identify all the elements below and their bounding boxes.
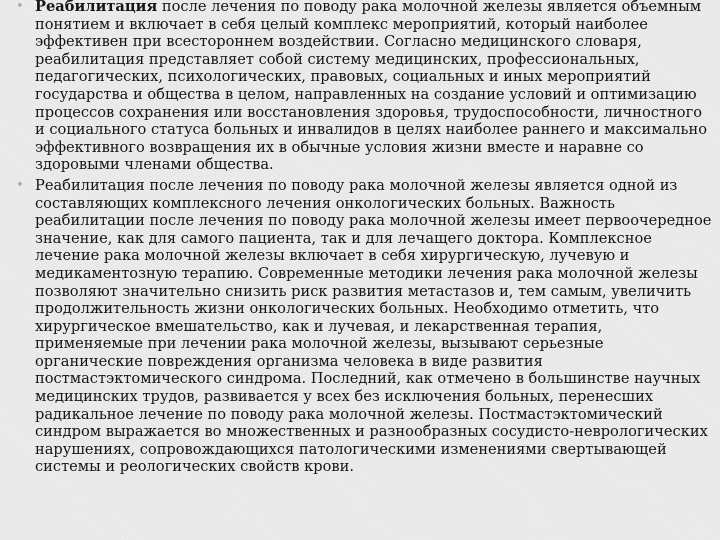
bullet-list (14, 0, 714, 479)
bullet-icon: • (16, 177, 24, 193)
bullet-item-rehabilitation-definition (14, 0, 714, 174)
bullet-item-rehabilitation-importance (14, 177, 714, 476)
paragraph-text: после лечения по поводу рака молочной железы является объемным понятием и включает в себя целый комплекс мероприятий, который наиболее эффективен при всестороннем воздействии. Согласно медицинского словаря, реабилитация представляет собой систему медицинских, профессиональных, педагогических, психологических, правовых, социальных и иных мероприятий государства и общества в целом, направленных на создание условий и оптимизацию процессов сохранения или восстановления здоровья, трудоспособности, личностного и социального статуса больных и инвалидов в целях наиболее раннего и максимально эффективного возвращения их в обычные условия жизни вместе и наравне со здоровыми членами общества. (35, 0, 707, 174)
bold-term: Реабилитация (35, 0, 158, 15)
paragraph-text: Реабилитация после лечения по поводу рака молочной железы является одной из составляющих комплексного лечения онкологических больных. Важность реабилитации после лечения по поводу рака молочной железы имеет первоочередное значение, как для самого пациента, так и для лечащего доктора. Комплексное лечение рака молочной железы включает в себя хирургическую, лучевую и медикаментозную терапию. Современные методики лечения рака молочной железы позволяют значительно снизить риск развития метастазов и, тем самым, увеличить продолжительность жизни онкологических больных. Необходимо отметить, что хирургическое вмешательство, как и лучевая, и лекарственная терапия, применяемые при лечении рака молочной железы, вызывают серьезные органические повреждения организма человека в виде развития постмастэктомического синдрома. Последний, как отмечено в большинстве научных медицинских трудов, развивается у всех без исключения больных, перенесших радикальное лечение по поводу рака молочной железы. Постмастэктомический синдром выражается во множественных и разнообразных сосудисто-неврологических нарушениях, сопровождающихся патологическими изменениями свертывающей системы и реологических свойств крови. (35, 176, 712, 476)
bullet-icon: • (16, 0, 24, 14)
